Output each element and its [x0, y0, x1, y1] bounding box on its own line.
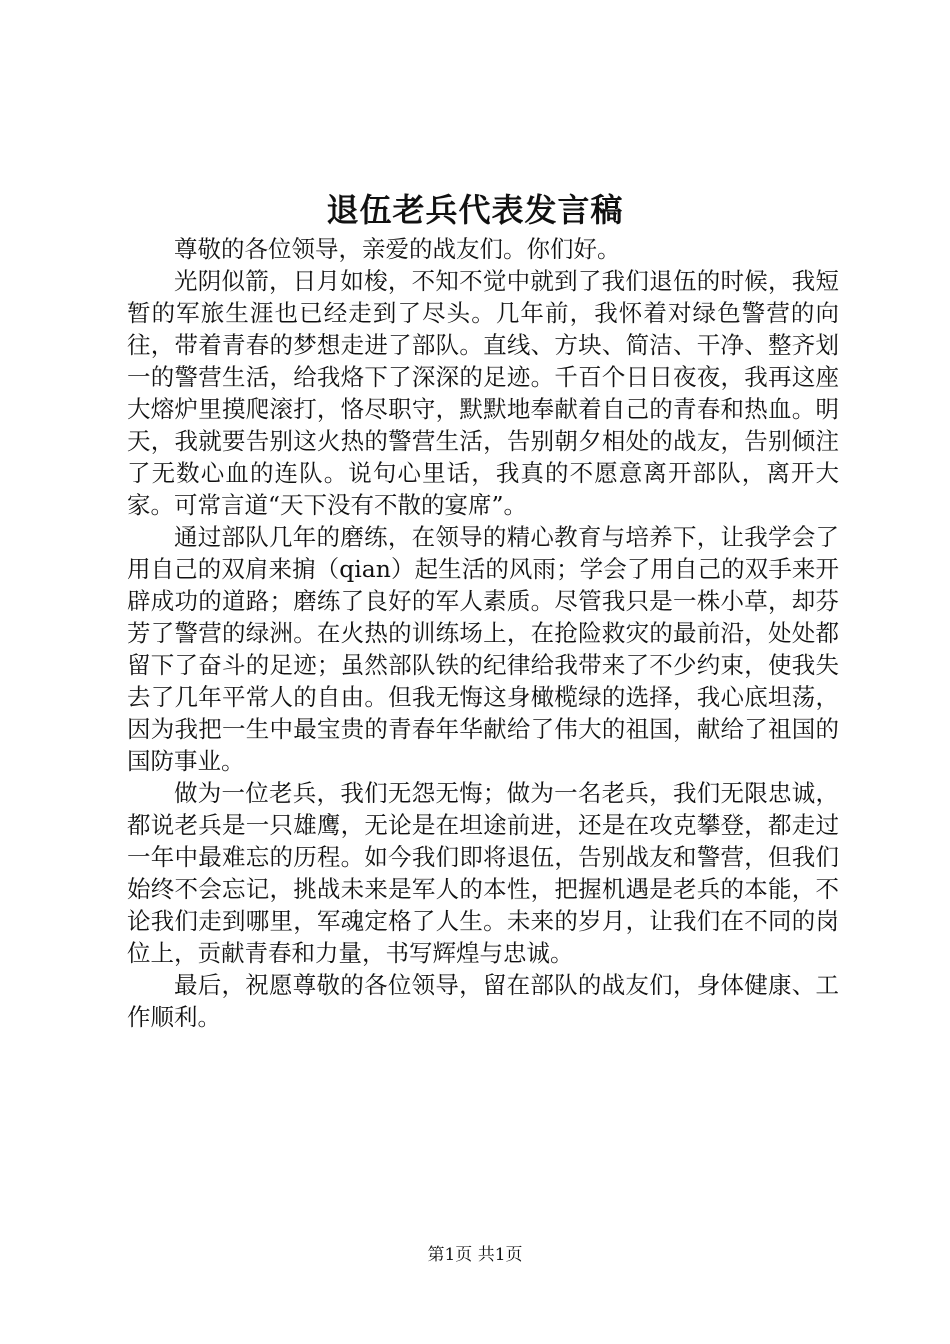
document-title: 退伍老兵代表发言稿	[326, 191, 624, 229]
paragraph-farewell: 光阴似箭，日月如梭，不知不觉中就到了我们退伍的时候，我短暂的军旅生涯也已经走到了尽头。几年前，我怀着对绿色警营的向往，带着青春的梦想走进了部队。直线、方块、简洁、干净、整齐划一的警营生活，给我烙下了深深的足迹。千百个日日夜夜，我再这座大熔炉里摸爬滚打，恪尽职守，默默地奉献着自己的青春和热血。明天，我就要告别这火热的警营生活，告别朝夕相处的战友，告别倾注了无数心血的连队。说句心里话，我真的不愿意离开部队，离开大家。可常言道“天下没有不散的宴席”。	[127, 267, 839, 519]
paragraph-closing: 最后，祝愿尊敬的各位领导，留在部队的战友们，身体健康、工作顺利。	[127, 971, 839, 1031]
document-body	[127, 233, 839, 1033]
paragraph-growth: 通过部队几年的磨练，在领导的精心教育与培养下，让我学会了用自己的双肩来掮（qian）起生活的风雨；学会了用自己的双手来开辟成功的道路；磨练了良好的军人素质。尽管我只是一株小草，却芬芳了警营的绿洲。在火热的训练场上，在抢险救灾的最前沿，处处都留下了奋斗的足迹；虽然部队铁的纪律给我带来了不少约束，使我失去了几年平常人的自由。但我无悔这身橄榄绿的选择，我心底坦荡，因为我把一生中最宝贵的青春年华献给了伟大的祖国，献给了祖国的国防事业。	[127, 523, 839, 775]
page-footer: 第1页 共1页	[427, 1245, 523, 1265]
paragraph-veteran: 做为一位老兵，我们无怨无悔；做为一名老兵，我们无限忠诚，都说老兵是一只雄鹰，无论是在坦途前进，还是在攻克攀登，都走过一年中最难忘的历程。如今我们即将退伍，告别战友和警营，但我们始终不会忘记，挑战未来是军人的本性，把握机遇是老兵的本能，不论我们走到哪里，军魂定格了人生。未来的岁月，让我们在不同的岗位上，贡献青春和力量，书写辉煌与忠诚。	[127, 779, 839, 967]
paragraph-greeting: 尊敬的各位领导，亲爱的战友们。你们好。	[174, 235, 621, 263]
